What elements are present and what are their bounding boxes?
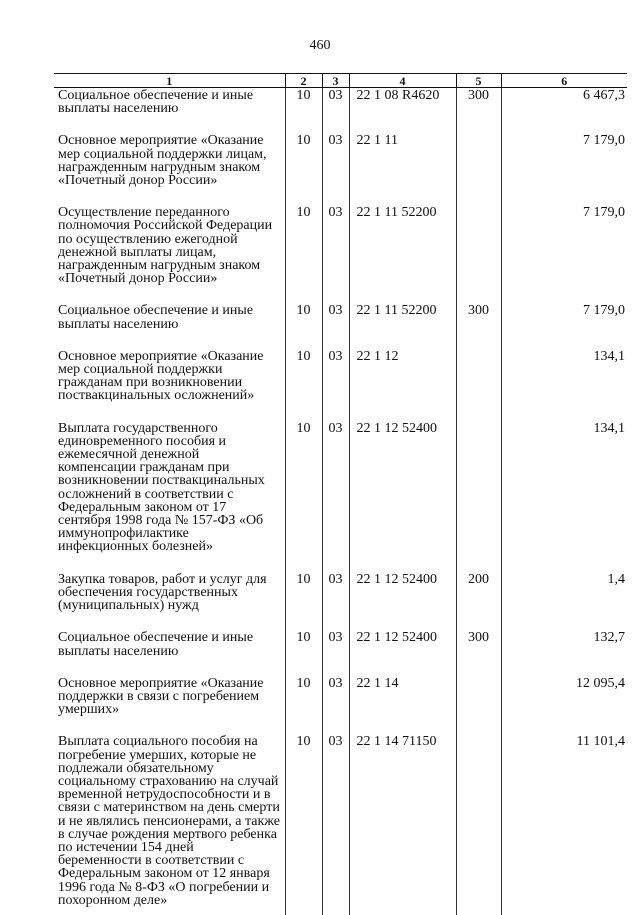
row-section-cell: 10 <box>285 88 322 134</box>
row-target-code-cell: 22 1 14 <box>349 676 456 735</box>
row-target-code-cell: 22 1 11 52200 <box>349 303 456 348</box>
row-name-cell: Социальное обеспечение и иные выплаты населению <box>58 630 254 659</box>
row-section-cell: 10 <box>285 676 322 735</box>
row-expense-type-cell <box>456 676 501 735</box>
row-amount-cell: 134,1 <box>501 421 627 572</box>
row-expense-type-cell <box>456 205 501 303</box>
row-section-cell: 10 <box>285 421 322 572</box>
row-amount-cell: 12 095,4 <box>501 676 627 735</box>
row-section-cell: 10 <box>285 734 322 915</box>
row-amount-cell: 6 467,3 <box>501 88 627 134</box>
row-name-cell: Социальное обеспечение и иные выплаты населению <box>58 88 254 117</box>
row-name-cell: Закупка товаров, работ и услуг для обеспечения государственных (муниципальных) нужд <box>58 571 267 614</box>
row-subsection-cell: 03 <box>322 303 349 348</box>
row-target-code-cell: 22 1 12 <box>349 349 456 421</box>
row-name-cell: Выплата социального пособия на погребение умерших, которые не подлежали обязательному социальному страхованию на случай временной нетрудоспособности и в связи с материнством на день смерти и не являлись пенсионерами, а также в случае рождения мертвого ребенка по истечении 154 дней беременности в соответствии с Федеральным законом от 12 января 1996 года № 8-ФЗ «О погребении и похоронном деле» <box>58 734 280 908</box>
row-expense-type-cell: 300 <box>456 630 501 675</box>
row-name-cell: Основное мероприятие «Оказание поддержки в связи с погребением умерших» <box>58 675 264 718</box>
header-col-1: 1 <box>54 74 285 88</box>
row-section-cell: 10 <box>285 572 322 631</box>
header-col-3: 3 <box>322 74 349 88</box>
row-expense-type-cell: 300 <box>456 303 501 348</box>
row-expense-type-cell <box>456 133 501 205</box>
row-section-cell: 10 <box>285 349 322 421</box>
table-row <box>54 133 627 205</box>
header-col-2: 2 <box>285 74 322 88</box>
row-expense-type-cell: 200 <box>456 572 501 631</box>
table-header-row <box>54 74 627 88</box>
row-target-code-cell: 22 1 14 71150 <box>349 734 456 915</box>
row-subsection-cell: 03 <box>322 421 349 572</box>
row-target-code-cell: 22 1 11 52200 <box>349 205 456 303</box>
table-row <box>54 421 627 572</box>
row-expense-type-cell <box>456 734 501 915</box>
header-col-5: 5 <box>456 74 501 88</box>
row-subsection-cell: 03 <box>322 133 349 205</box>
row-subsection-cell: 03 <box>322 676 349 735</box>
row-expense-type-cell: 300 <box>456 88 501 134</box>
table-body <box>54 88 627 915</box>
row-amount-cell: 7 179,0 <box>501 303 627 348</box>
header-col-4: 4 <box>349 74 456 88</box>
row-name-cell: Выплата государственного единовременного пособия и ежемесячной денежной компенсации гражданам при возникновении поствакцинальных осложнений в соответствии с Федеральным законом от 17 сентября 1998 года № 157-ФЗ «Об иммунопрофилактике инфекционных болезней» <box>58 420 265 555</box>
row-name-cell: Основное мероприятие «Оказание мер социальной поддержки гражданам при возникновении поствакцинальных осложнений» <box>58 348 264 404</box>
table-row <box>54 303 627 348</box>
table-row <box>54 630 627 675</box>
row-expense-type-cell <box>456 421 501 572</box>
row-section-cell: 10 <box>285 133 322 205</box>
header-col-6: 6 <box>501 74 627 88</box>
table-row <box>54 349 627 421</box>
row-subsection-cell: 03 <box>322 349 349 421</box>
row-amount-cell: 11 101,4 <box>501 734 627 915</box>
table-row <box>54 734 627 915</box>
table-row <box>54 572 627 631</box>
row-amount-cell: 134,1 <box>501 349 627 421</box>
row-subsection-cell: 03 <box>322 205 349 303</box>
row-target-code-cell: 22 1 08 R4620 <box>349 88 456 134</box>
row-target-code-cell: 22 1 12 52400 <box>349 572 456 631</box>
row-subsection-cell: 03 <box>322 572 349 631</box>
row-amount-cell: 7 179,0 <box>501 205 627 303</box>
row-section-cell: 10 <box>285 303 322 348</box>
table-row <box>54 205 627 303</box>
row-target-code-cell: 22 1 12 52400 <box>349 421 456 572</box>
table-row <box>54 676 627 735</box>
row-name-cell: Основное мероприятие «Оказание мер социальной поддержки лицам, награжденным нагрудным знаком «Почетный донор России» <box>58 133 267 189</box>
row-amount-cell: 132,7 <box>501 630 627 675</box>
row-section-cell: 10 <box>285 630 322 675</box>
row-amount-cell: 1,4 <box>501 572 627 631</box>
row-amount-cell: 7 179,0 <box>501 133 627 205</box>
page-number: 460 <box>309 38 331 53</box>
row-target-code-cell: 22 1 12 52400 <box>349 630 456 675</box>
row-subsection-cell: 03 <box>322 734 349 915</box>
row-name-cell: Осуществление переданного полномочия Российской Федерации по осуществлению ежегодной денежной выплаты лицам, награжденным нагрудным знаком «Почетный донор России» <box>58 205 273 287</box>
table-row <box>54 88 627 134</box>
budget-table <box>54 73 627 915</box>
row-expense-type-cell <box>456 349 501 421</box>
row-section-cell: 10 <box>285 205 322 303</box>
row-subsection-cell: 03 <box>322 88 349 134</box>
row-target-code-cell: 22 1 11 <box>349 133 456 205</box>
row-subsection-cell: 03 <box>322 630 349 675</box>
row-name-cell: Социальное обеспечение и иные выплаты населению <box>58 303 254 332</box>
